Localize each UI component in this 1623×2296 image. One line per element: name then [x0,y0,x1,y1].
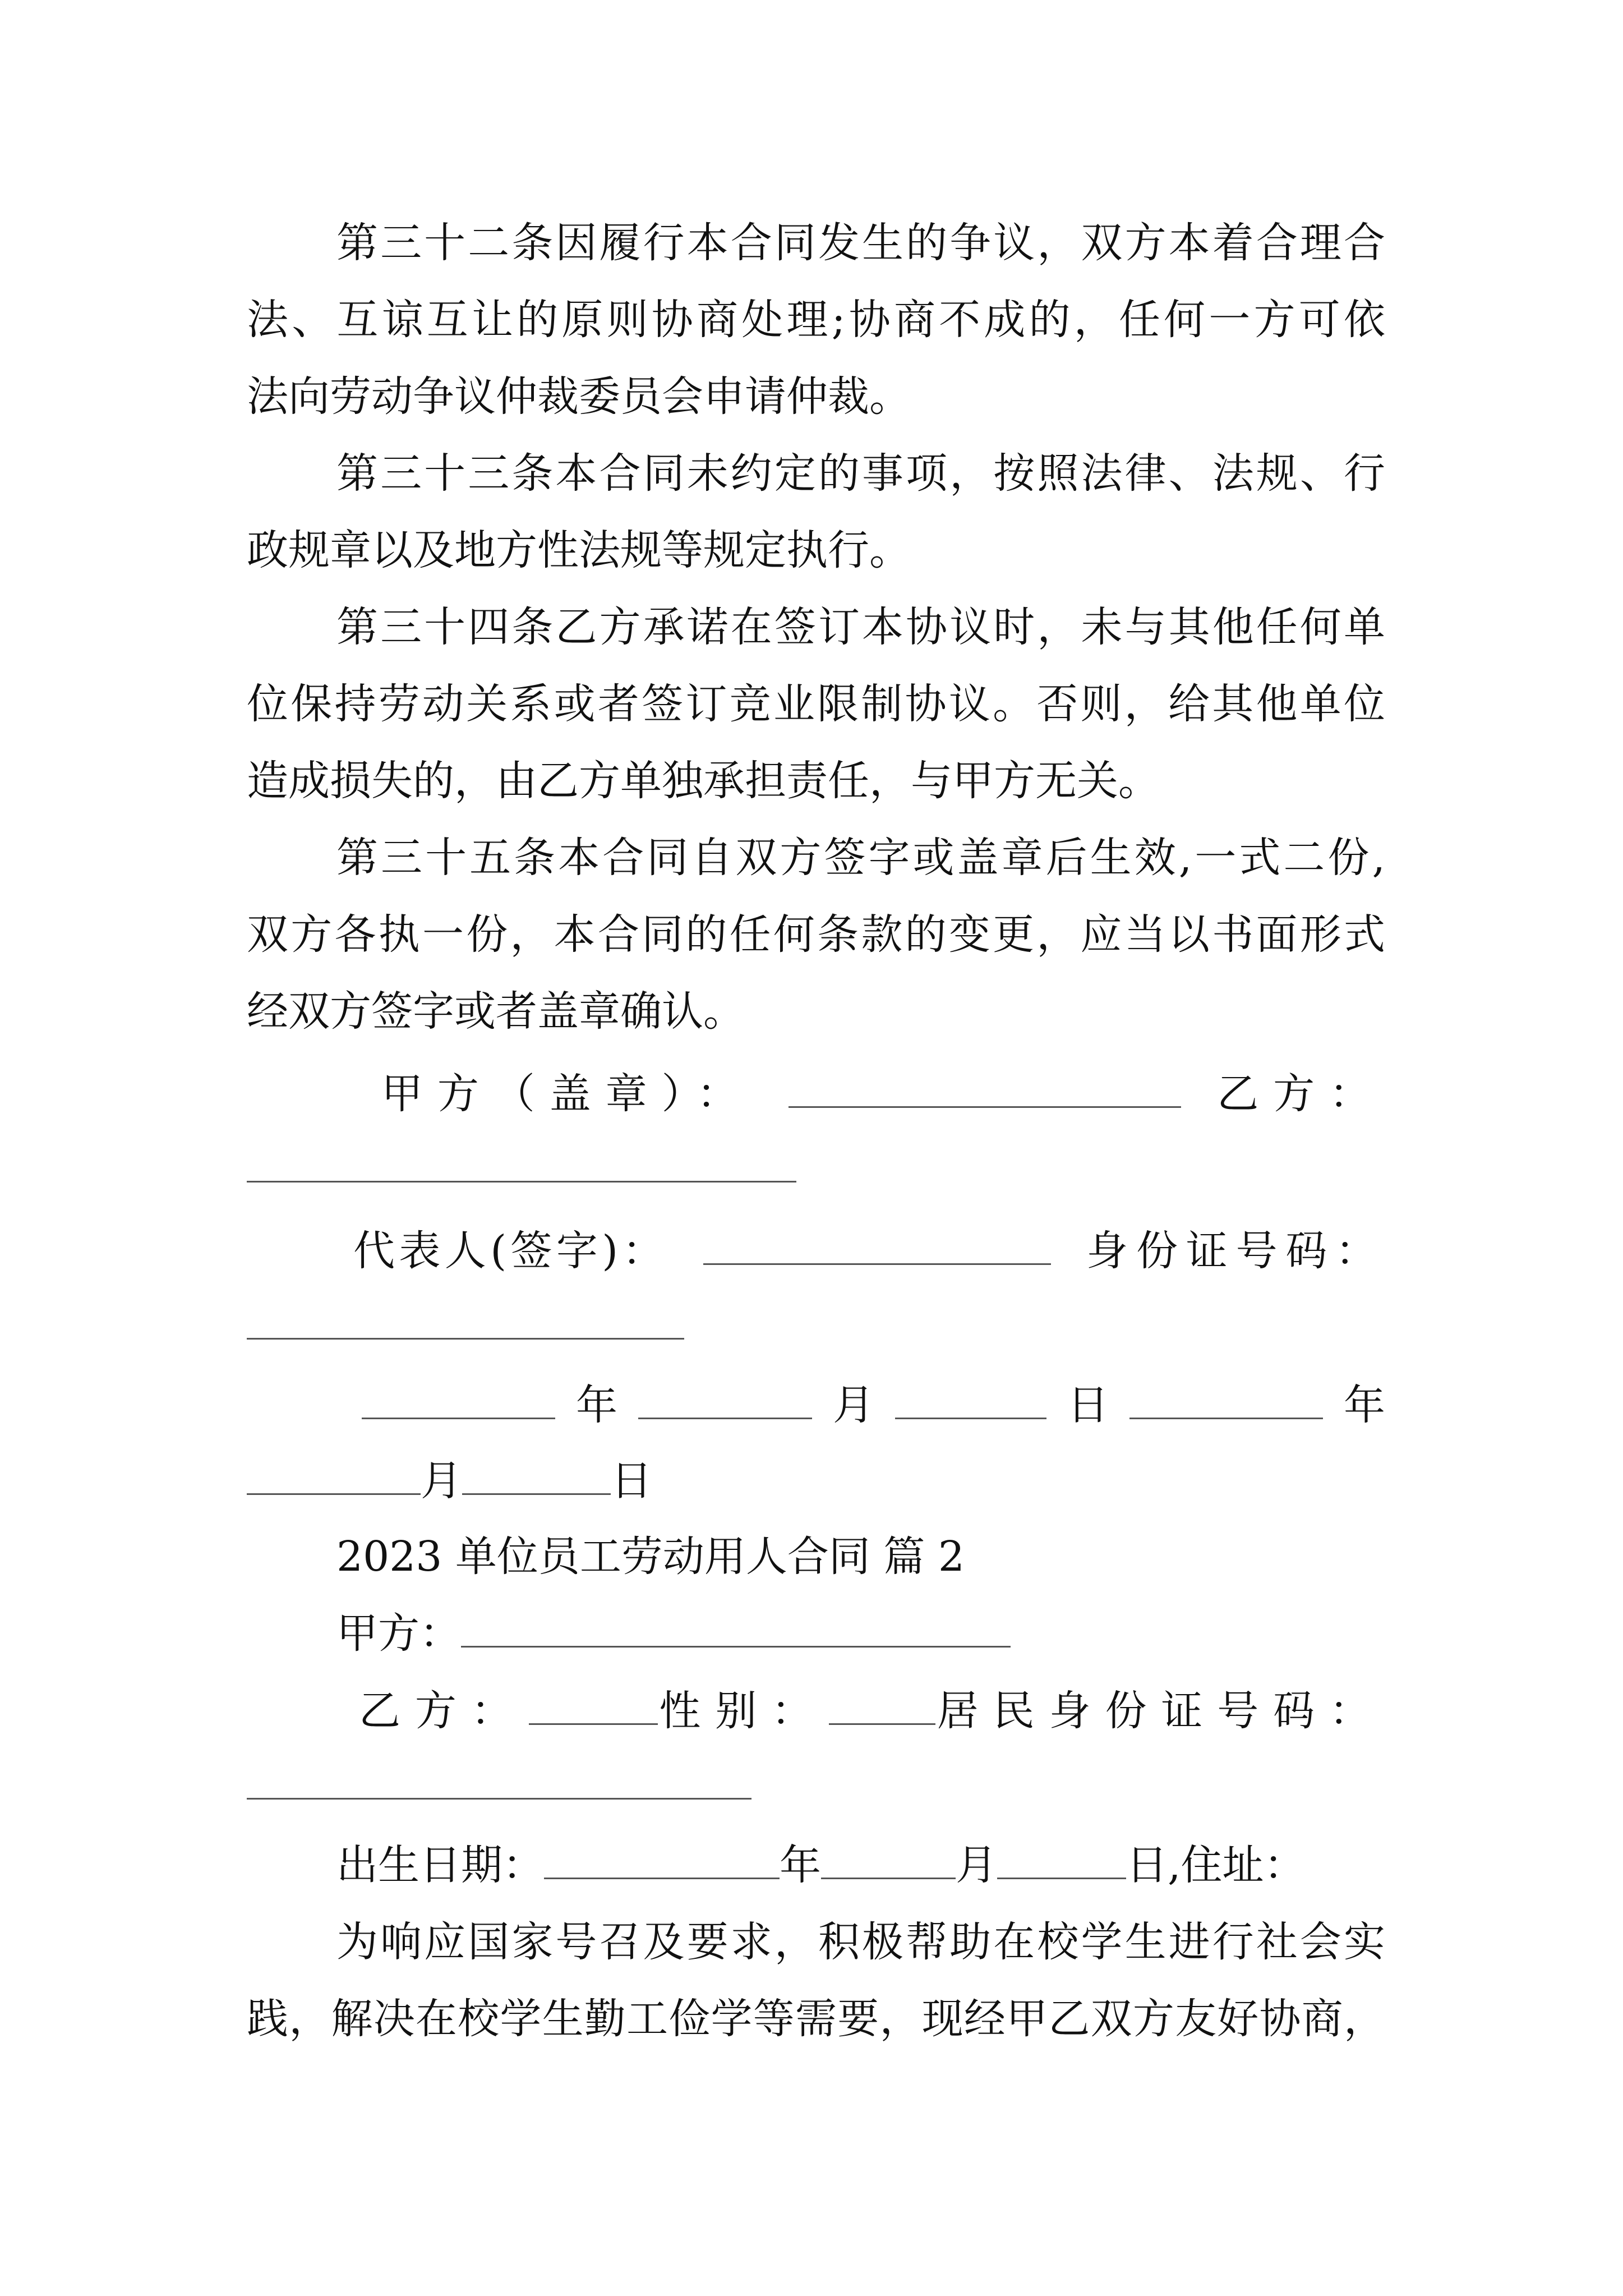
contract-2-party-a-blank[interactable] [461,1607,1011,1648]
contract-2-address-label: 日,住址： [1126,1841,1306,1889]
article-32-line-3: 法向劳动争议仲裁委员会申请仲裁。 [247,372,911,421]
party-a-seal-blank[interactable] [789,1067,1181,1108]
contract-2-party-b-label: 乙方： [359,1687,527,1735]
party-b-year-blank[interactable] [1129,1378,1323,1419]
party-a-seal-label: 甲方（盖章）： [381,1070,753,1118]
party-b-year-label: 年 [1344,1381,1385,1429]
party-a-day-label: 日 [1067,1381,1109,1429]
contract-2-gender-label: 性别： [659,1687,828,1735]
contract-2-intro-line-1: 为响应国家号召及要求，积极帮助在校学生进行社会实 [336,1918,1385,1966]
contract-2-party-a-row [336,1605,1385,1662]
contract-2-party-a-label: 甲方： [336,1609,461,1658]
contract-2-gender-blank[interactable] [829,1684,935,1725]
party-a-year-blank[interactable] [362,1378,555,1419]
contract-2-resident-id-blank[interactable] [247,1798,751,1800]
party-b-label: 乙方： [1217,1070,1385,1118]
party-b-month-label: 月 [421,1457,462,1505]
contract-2-birth-month-blank[interactable] [821,1838,956,1879]
id-number-blank[interactable] [247,1338,684,1340]
contract-2-title: 2023 单位员工劳动用人合同 篇 2 [336,1533,965,1581]
party-a-year-label: 年 [576,1381,617,1429]
signature-date-row [362,1377,1385,1433]
party-a-day-blank[interactable] [895,1378,1046,1419]
party-b-day-label: 日 [611,1457,652,1505]
contract-2-party-b-blank[interactable] [529,1684,658,1725]
signature-party-row [381,1066,1385,1122]
contract-2-birth-row [336,1837,1385,1893]
representative-label: 代表人(签字)： [353,1227,668,1275]
party-b-day-blank[interactable] [462,1454,611,1495]
contract-2-resident-id-label: 居民身份证号码： [937,1687,1385,1735]
party-b-month-blank[interactable] [247,1454,421,1495]
article-35-line-1: 第三十五条本合同自双方签字或盖章后生效,一式二份, [336,834,1385,882]
article-35-line-3: 经双方签字或者盖章确认。 [247,987,745,1036]
contract-2-intro-line-2: 践，解决在校学生勤工俭学等需要，现经甲乙双方友好协商， [247,1995,1385,2043]
contract-2-party-b-row [359,1683,1385,1739]
contract-2-birth-month-label: 月 [956,1841,997,1889]
party-a-month-label: 月 [833,1381,874,1429]
article-34-line-1: 第三十四条乙方承诺在签订本协议时，未与其他任何单 [336,603,1385,651]
article-32-line-2: 法、互谅互让的原则协商处理;协商不成的，任何一方可依 [247,296,1385,344]
contract-2-birth-day-blank[interactable] [997,1838,1126,1879]
article-34-line-2: 位保持劳动关系或者签订竞业限制协议。否则，给其他单位 [247,680,1385,728]
signature-rep-row [353,1223,1385,1279]
party-a-month-blank[interactable] [638,1378,812,1419]
contract-2-birth-year-label: 年 [780,1841,821,1889]
party-b-blank[interactable] [247,1181,796,1182]
contract-2-birth-year-blank[interactable] [544,1838,780,1879]
article-33-line-1: 第三十三条本合同未约定的事项，按照法律、法规、行 [336,449,1385,498]
representative-blank[interactable] [703,1224,1051,1265]
contract-2-birth-label: 出生日期： [336,1841,544,1889]
article-32-line-1: 第三十二条因履行本合同发生的争议，双方本着合理合 [336,219,1385,267]
article-33-line-2: 政规章以及地方性法规等规定执行。 [247,526,911,574]
id-number-label: 身份证号码： [1086,1227,1385,1275]
article-35-line-2: 双方各执一份，本合同的任何条款的变更，应当以书面形式 [247,910,1385,959]
article-34-line-3: 造成损失的，由乙方单独承担责任，与甲方无关。 [247,757,1160,805]
signature-date-row-2 [247,1453,751,1509]
